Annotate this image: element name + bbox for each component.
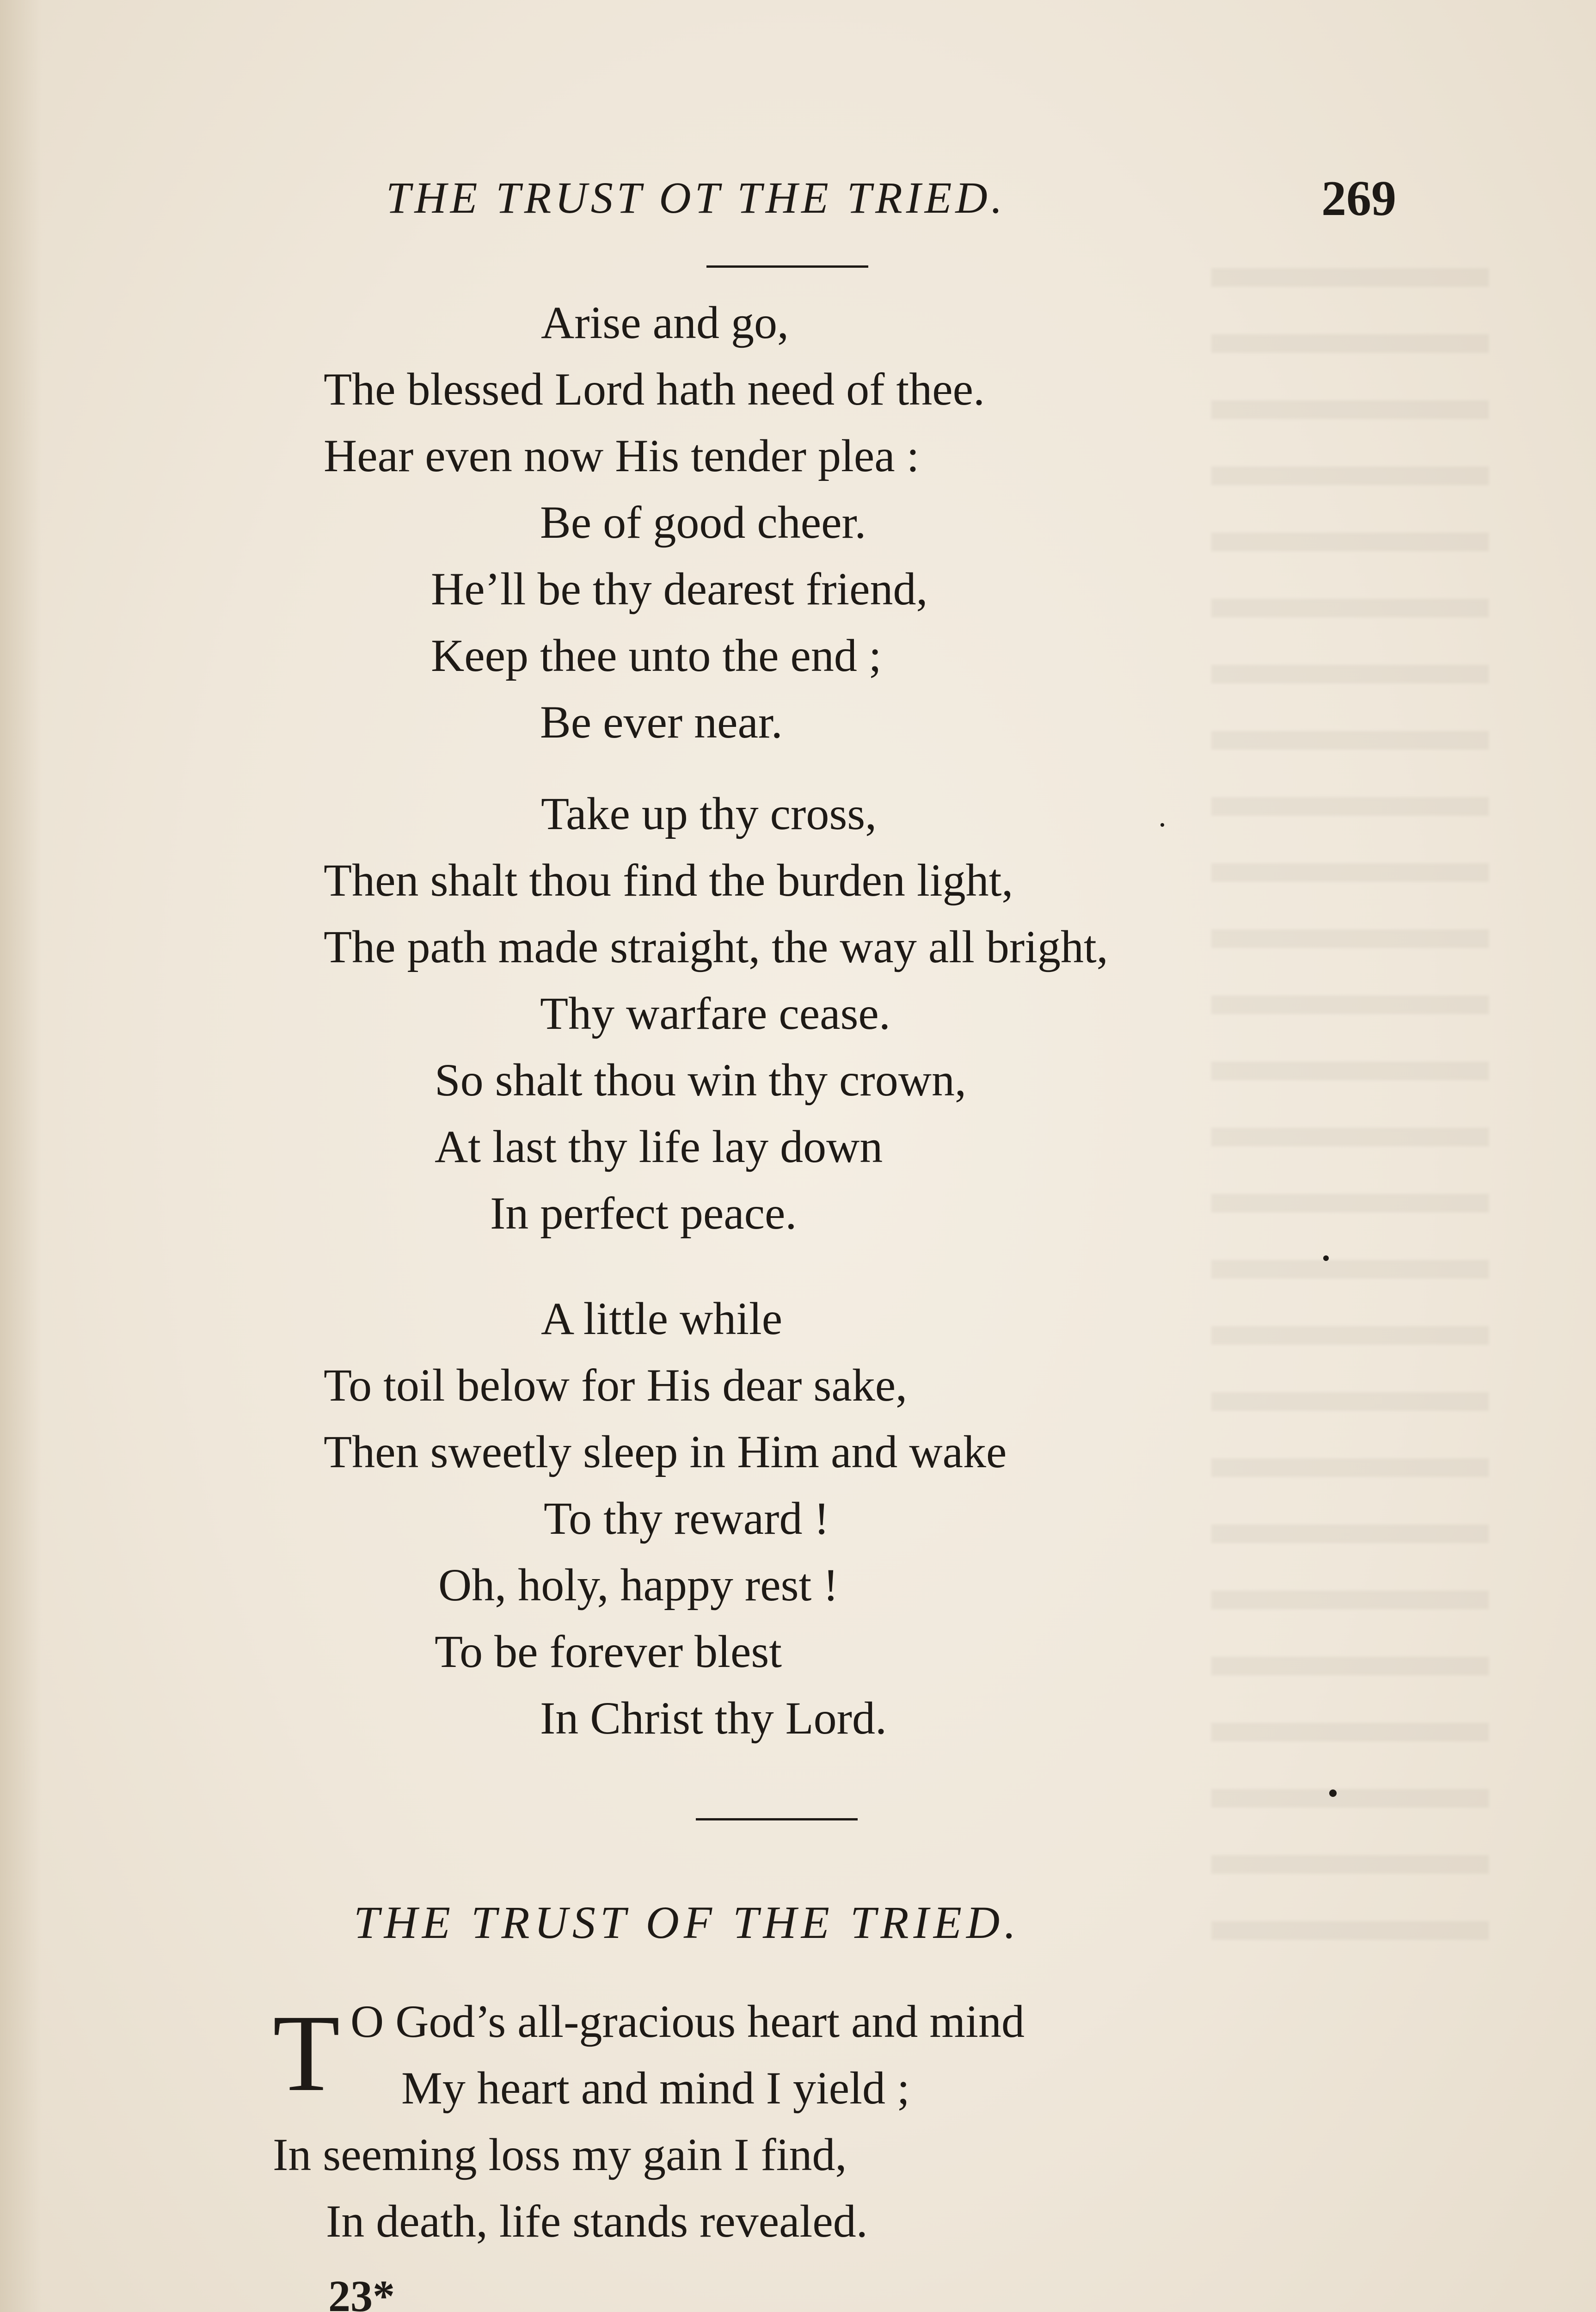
poem-line: Thy warfare cease. [540, 988, 890, 1039]
paper-speck [1329, 1789, 1337, 1797]
poem-line: Oh, holy, happy rest ! [438, 1559, 839, 1611]
poem-line: Be ever near. [540, 696, 783, 748]
signature-mark: 23* [328, 2271, 395, 2312]
poem-line: My heart and mind I yield ; [401, 2062, 910, 2114]
poem-line: At last thy life lay down [435, 1121, 883, 1172]
poem-line: Be of good cheer. [540, 497, 866, 548]
poem-line: He’ll be thy dearest friend, [431, 563, 928, 615]
poem-line: In seeming loss my gain I find, [273, 2129, 847, 2180]
poem-line: The blessed Lord hath need of thee. [324, 363, 985, 415]
poem-line: To thy reward ! [544, 1493, 829, 1544]
bleed-through-text [1211, 268, 1489, 1979]
poem-line: Take up thy cross, [541, 788, 877, 839]
poem-line: Hear even now His tender plea : [324, 430, 920, 481]
poem-line: O God’s all-gracious heart and mind [350, 1996, 1025, 2047]
poem-line: To toil below for His dear sake, [324, 1359, 908, 1411]
running-title: THE TRUST OT THE TRIED. [386, 173, 1006, 222]
poem-line: To be forever blest [435, 1626, 782, 1677]
poem-line: Keep thee unto the end ; [431, 630, 882, 681]
drop-cap: T [273, 1992, 340, 2114]
gutter-shadow [0, 0, 42, 2312]
header-rule [706, 265, 868, 268]
section-rule [696, 1818, 858, 1820]
poem-line: In death, life stands revealed. [326, 2195, 868, 2247]
poem-line: In perfect peace. [490, 1187, 797, 1239]
poem-line: Then sweetly sleep in Him and wake [324, 1426, 1007, 1477]
poem-line: So shalt thou win thy crown, [435, 1054, 966, 1106]
poem-line: Arise and go, [541, 297, 789, 348]
poem-title: THE TRUST OF THE TRIED. [354, 1897, 1021, 1948]
paper-speck [1160, 823, 1164, 827]
poem-line: The path made straight, the way all bright, [324, 921, 1108, 972]
page-number: 269 [1321, 171, 1396, 226]
poem-line: A little while [541, 1293, 783, 1344]
paper-speck [1323, 1255, 1329, 1261]
poem-line: Then shalt thou find the burden light, [324, 855, 1013, 906]
poem-line: In Christ thy Lord. [540, 1692, 887, 1744]
